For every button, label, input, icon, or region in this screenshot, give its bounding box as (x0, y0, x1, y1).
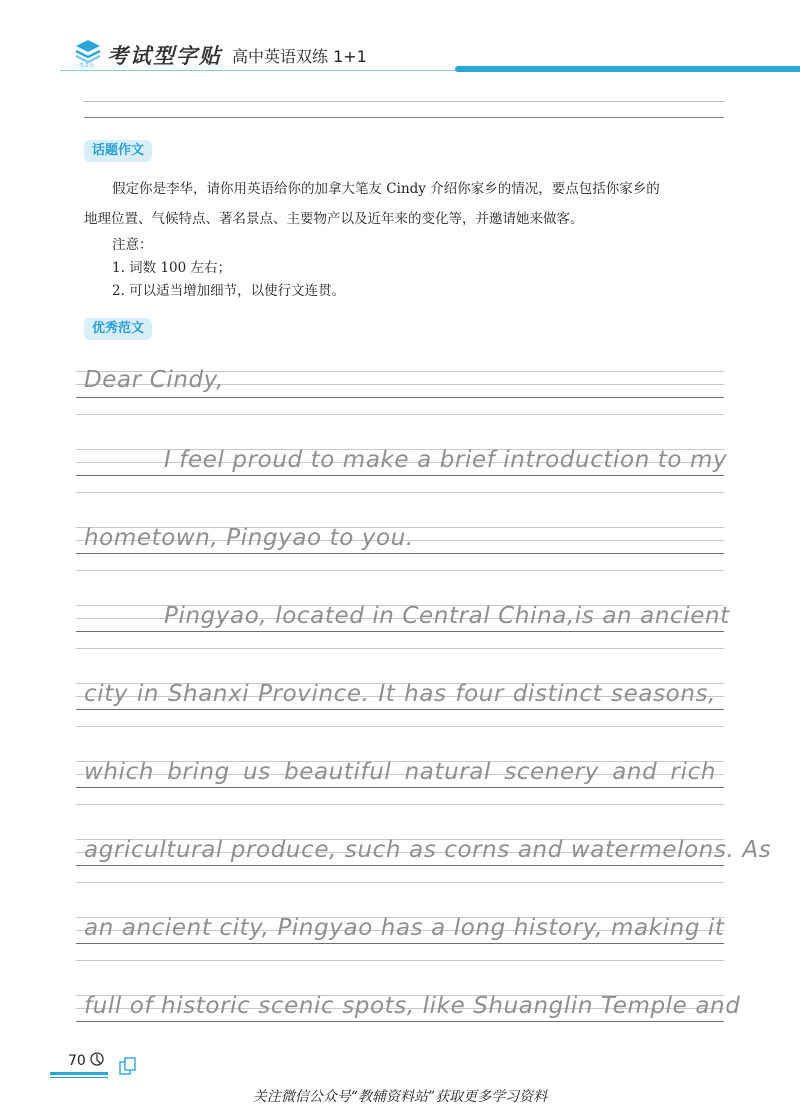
essay-line: Dear Cindy, (84, 367, 225, 393)
pen-nib-icon (88, 1050, 106, 1070)
prompt-line-2: 地理位置、气候特点、著名景点、主要物产以及近年来的变化等，并邀请她来做客。 (84, 211, 584, 227)
essay-line: city in Shanxi Province. It has four distinct seasons, (84, 681, 716, 707)
essay-line: which bring us beautiful natural scenery and rich (84, 759, 716, 785)
footer-accent-bar (50, 1072, 108, 1075)
essay-line: an ancient city, Pingyao has a long history, making it (84, 915, 725, 941)
note-label: 注意： (112, 237, 153, 253)
logo-subtitle: 一卷2分 (74, 63, 95, 69)
essay-line: full of historic scenic spots, like Shuanglin Temple and (84, 993, 741, 1019)
stacked-books-icon (74, 38, 102, 64)
page-header (0, 0, 800, 80)
sample-tag: 优秀范文 (84, 318, 152, 340)
book-title: 高中英语双练 1+1 (232, 47, 367, 66)
essay-line: agricultural produce, such as corns and watermelons. As (84, 837, 772, 863)
top-rule-light (84, 101, 724, 102)
copy-icon (118, 1056, 138, 1076)
topic-tag: 话题作文 (84, 140, 152, 162)
note-item: 2. 可以适当增加细节，以使行文连贯。 (112, 283, 346, 299)
essay-line: hometown, Pingyao to you. (84, 525, 414, 551)
essay-line: I feel proud to make a brief introduction to my (164, 447, 728, 473)
header-accent-bar (455, 66, 800, 72)
footer-notice: 关注微信公众号“教辅资料站”获取更多学习资料 (252, 1089, 548, 1105)
top-rule-dark (84, 117, 724, 118)
essay-line: Pingyao, located in Central China,is an ancient (164, 603, 730, 629)
brand-title: 考试型字贴 (107, 43, 222, 68)
footer-accent-line (50, 1077, 108, 1078)
page-number: 70 (68, 1053, 86, 1069)
note-item: 1. 词数 100 左右； (112, 260, 232, 276)
prompt-line-1: 假定你是李华，请你用英语给你的加拿大笔友 Cindy 介绍你家乡的情况，要点包括你家乡的 (112, 181, 660, 197)
